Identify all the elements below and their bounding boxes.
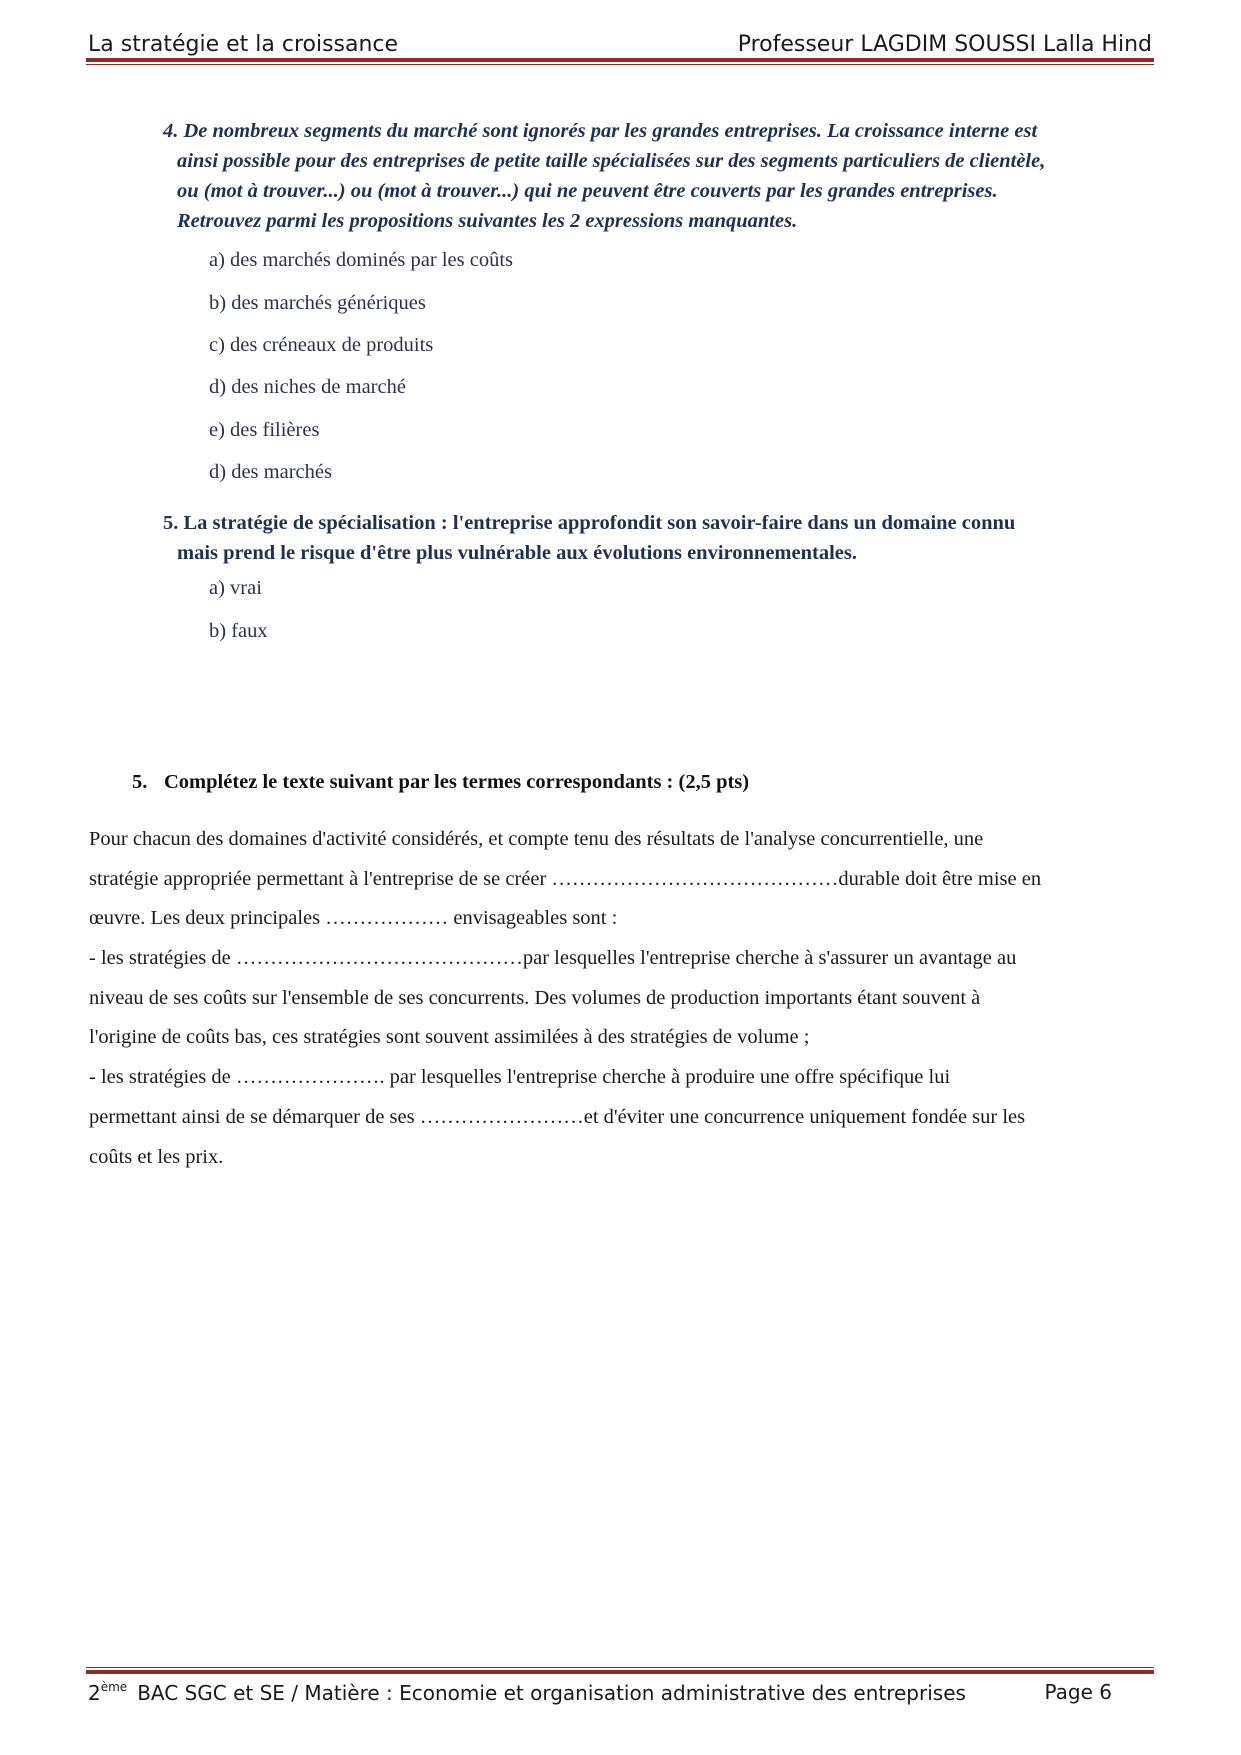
header-author: Professeur LAGDIM SOUSSI Lalla Hind: [737, 32, 1152, 57]
q4-option-e: e) des filières: [209, 419, 320, 441]
question-5-line: mais prend le risque d'être plus vulnérable aux évolutions environnementales.: [177, 542, 857, 564]
page-header: [88, 28, 1152, 60]
footer-course: 2ème BAC SGC et SE / Matière : Economie et organisation administrative des entreprises: [88, 1680, 966, 1705]
q4-option-c: c) des créneaux de produits: [209, 334, 434, 356]
page-footer: [88, 1676, 1152, 1710]
fill-in-paragraph: [89, 820, 1149, 1177]
header-title: La stratégie et la croissance: [88, 32, 399, 57]
paragraph-line: permettant ainsi de se démarquer de ses ……………………et d'éviter une concurrence uniquement fondée sur les: [89, 1105, 1026, 1128]
question-5-line: 5. La stratégie de spécialisation : l'entreprise approfondit son savoir-faire dans un domaine connu: [163, 512, 1016, 534]
section-5-number: 5.: [132, 771, 148, 793]
question-4-line: ainsi possible pour des entreprises de petite taille spécialisées sur des segments particuliers de clientèle,: [177, 150, 1046, 172]
q5-option-a: a) vrai: [209, 577, 262, 599]
page-number: Page 6: [1044, 1680, 1112, 1704]
question-4-line: Retrouvez parmi les propositions suivantes les 2 expressions manquantes.: [177, 210, 798, 232]
q4-option-f: d) des marchés: [209, 461, 332, 483]
paragraph-line: - les stratégies de ……………………………………par lesquelles l'entreprise cherche à s'assurer un avantage au: [89, 947, 1017, 970]
question-4-number: 4.: [163, 120, 179, 142]
header-rule-thick: [86, 58, 1154, 62]
question-5: [163, 508, 1158, 568]
q4-option-d: d) des niches de marché: [209, 376, 406, 398]
paragraph-line: coûts et les prix.: [89, 1145, 224, 1168]
paragraph-line: niveau de ses coûts sur l'ensemble de ses concurrents. Des volumes de production importants étant souvent à: [89, 986, 981, 1009]
paragraph-line: Pour chacun des domaines d'activité considérés, et compte tenu des résultats de l'analyse concurrentielle, une: [89, 828, 984, 850]
question-5-number: 5.: [163, 512, 179, 534]
paragraph-line: - les stratégies de …………………. par lesquelles l'entreprise cherche à produire une offre spécifique lui: [89, 1066, 951, 1089]
paragraph-line: œuvre. Les deux principales ……………… envisageables sont :: [89, 907, 618, 930]
section-5-title: Complétez le texte suivant par les termes correspondants : (2,5 pts): [164, 771, 750, 793]
paragraph-line: l'origine de coûts bas, ces stratégies sont souvent assimilées à des stratégies de volume ;: [89, 1026, 810, 1049]
question-4: [163, 116, 1158, 236]
paragraph-line: stratégie appropriée permettant à l'entreprise de se créer ……………………………………durable doit être mise en: [89, 867, 1042, 890]
question-4-line: 4. De nombreux segments du marché sont ignorés par les grandes entreprises. La croissance interne est: [163, 120, 1038, 142]
section-5-heading: [132, 771, 749, 794]
q5-option-b: b) faux: [209, 620, 268, 642]
footer-rule-thin: [86, 1667, 1154, 1668]
footer-rule-thick: [86, 1670, 1154, 1674]
question-4-line: ou (mot à trouver...) ou (mot à trouver...) qui ne peuvent être couverts par les grandes entreprises.: [177, 180, 998, 202]
q4-option-a: a) des marchés dominés par les coûts: [209, 249, 513, 271]
header-rule-thin: [86, 64, 1154, 65]
q4-option-b: b) des marchés génériques: [209, 292, 426, 314]
